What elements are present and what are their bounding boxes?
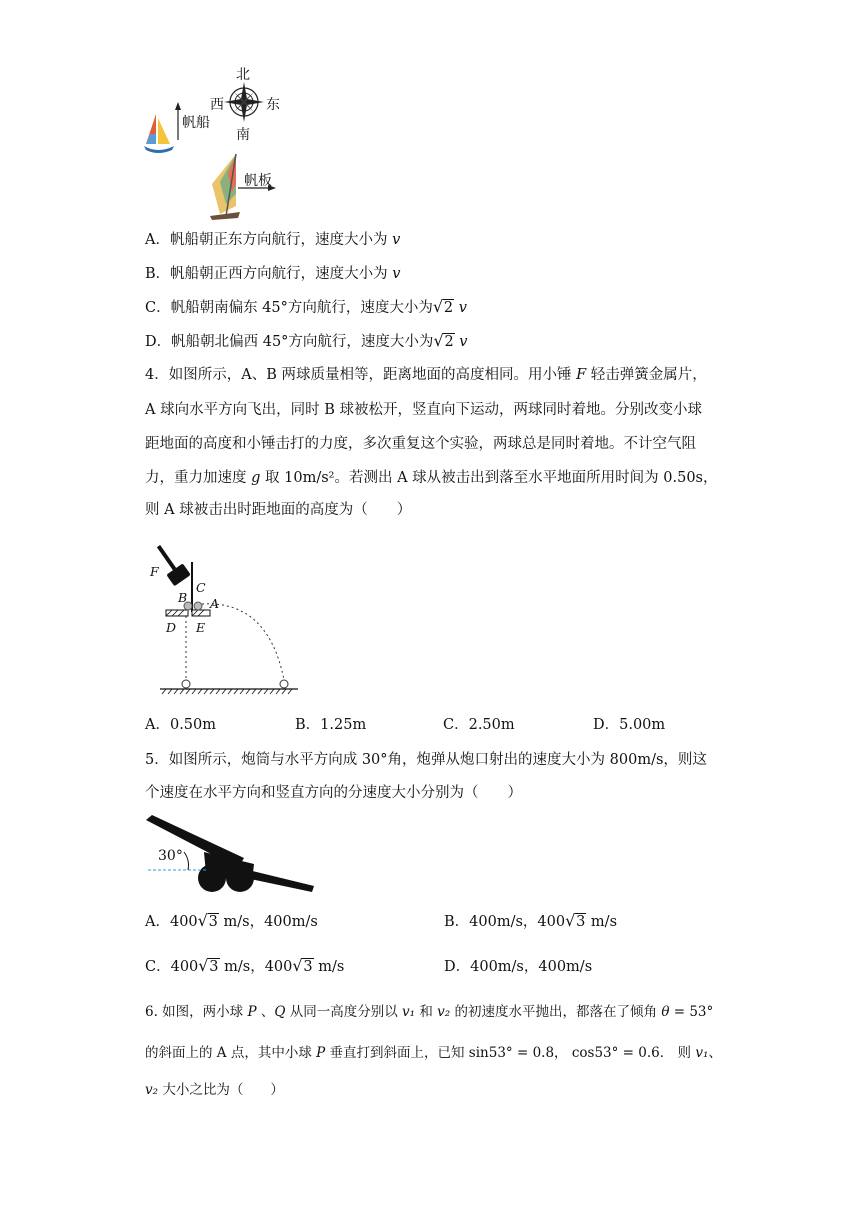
q4-line-4: 力，重力加速度 g 取 10m/s²。若测出 A 球从被击出到落至水平地面所用时间为 0.50s， bbox=[145, 470, 718, 486]
angle-label: 30° bbox=[158, 848, 183, 864]
compass-west: 西 bbox=[210, 97, 224, 113]
q5-line-1: 5．如图所示，炮筒与水平方向成 30°角，炮弹从炮口射出的速度大小为 800m/s，则这 bbox=[145, 752, 707, 768]
compass-south: 南 bbox=[236, 127, 250, 143]
sailing-figure bbox=[140, 64, 290, 224]
label-E: E bbox=[196, 620, 206, 635]
windsurf-icon bbox=[210, 154, 240, 220]
projectile-apparatus-figure bbox=[148, 540, 308, 700]
q5-option-b: B．400m/s，400√ 3 m/s bbox=[444, 912, 617, 932]
q5-option-d: D．400m/s，400m/s bbox=[444, 959, 593, 975]
compass-east: 东 bbox=[266, 97, 280, 113]
q5-option-c: C．400√ 3 m/s，400√ 3 m/s bbox=[145, 957, 344, 977]
q6-line-3: v₂ 大小之比为（ ） bbox=[145, 1082, 284, 1098]
sailboat-icon bbox=[144, 114, 174, 153]
q6-line-2: 的斜面上的 A 点，其中小球 P 垂直打到斜面上，已知 sin53° = 0.8， cos53° = 0.6． 则 v₁、 bbox=[145, 1045, 722, 1061]
q5-line-2: 个速度在水平方向和竖直方向的分速度大小分别为（ ） bbox=[145, 785, 522, 801]
q6-line-1: 6. 如图，两小球 P 、Q 从同一高度分别以 v₁ 和 v₂ 的初速度水平抛出，都落在了倾角 θ = 53° bbox=[145, 1004, 714, 1020]
sailboat-label: 帆船 bbox=[182, 115, 210, 131]
windsurf-label: 帆板 bbox=[244, 173, 272, 189]
q3-option-c: C．帆船朝南偏东 45°方向航行，速度大小为√ 2 v bbox=[145, 298, 467, 318]
q3-option-d: D．帆船朝北偏西 45°方向航行，速度大小为√ 2 v bbox=[145, 332, 467, 352]
label-A: A bbox=[210, 596, 220, 611]
label-F: F bbox=[150, 564, 159, 579]
q4-line-1: 4．如图所示，A、B 两球质量相等，距离地面的高度相同。用小锤 F 轻击弹簧金属片， bbox=[145, 367, 707, 383]
cannon-figure bbox=[144, 812, 319, 897]
label-C: C bbox=[196, 580, 206, 595]
q4-line-5: 则 A 球被击出时距地面的高度为（ ） bbox=[145, 502, 412, 518]
compass-north: 北 bbox=[236, 67, 250, 83]
q4-line-3: 距地面的高度和小锤击打的力度，多次重复这个实验，两球总是同时着地。不计空气阻 bbox=[145, 436, 696, 452]
q3-option-a: A．帆船朝正东方向航行，速度大小为 v bbox=[145, 232, 401, 248]
q3-option-b: B．帆船朝正西方向航行，速度大小为 v bbox=[145, 266, 401, 282]
compass-rose-icon bbox=[140, 64, 290, 224]
q5-option-a: A．400√ 3 m/s，400m/s bbox=[145, 912, 318, 932]
label-B: B bbox=[178, 590, 188, 605]
q4-line-2: A 球向水平方向飞出，同时 B 球被松开，竖直向下运动，两球同时着地。分别改变小球 bbox=[145, 402, 702, 418]
label-D: D bbox=[166, 620, 177, 635]
